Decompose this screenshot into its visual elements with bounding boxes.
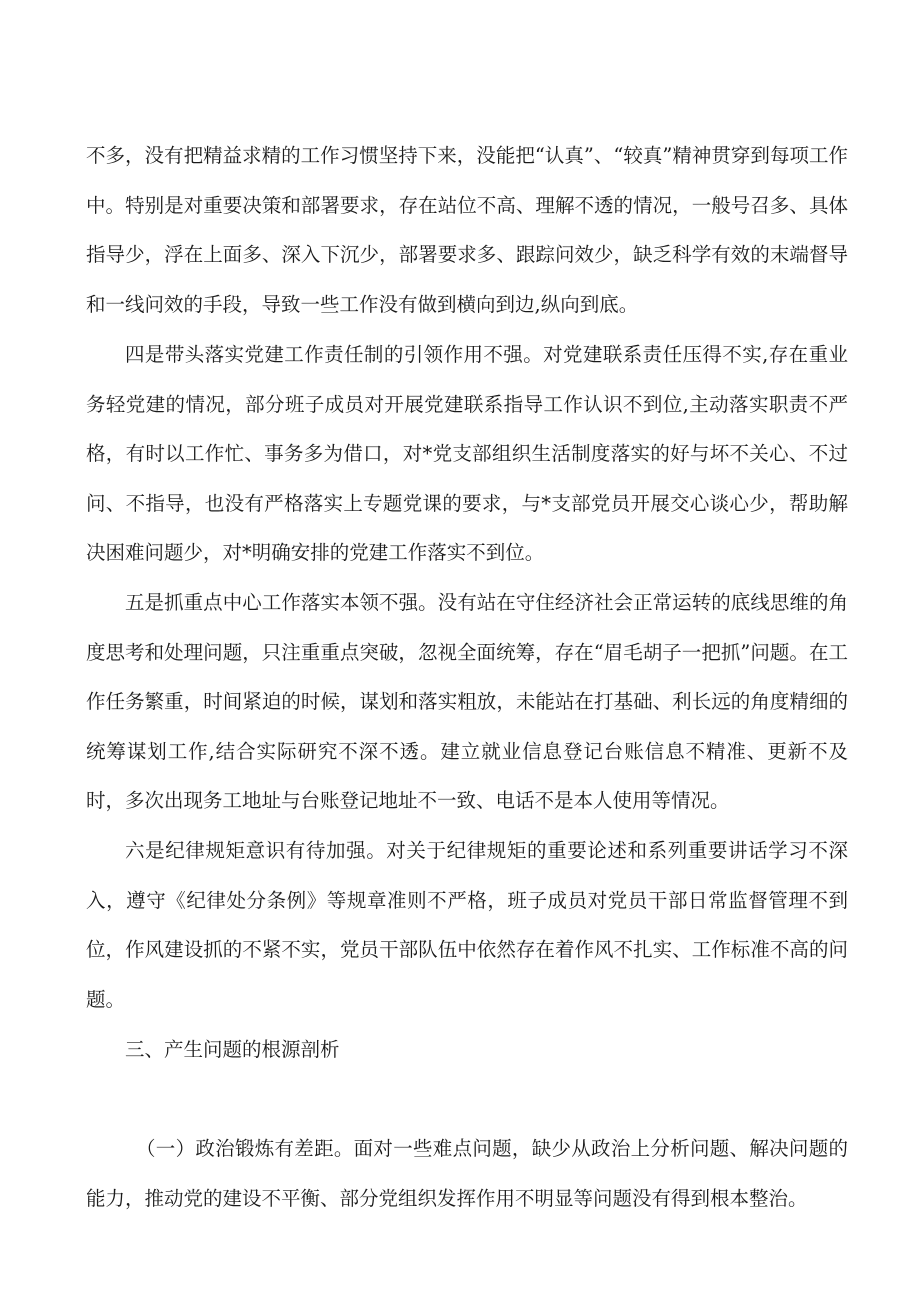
sub-paragraph-political-training: （一）政治锻炼有差距。面对一些难点问题，缺少从政治上分析问题、解决问题的能力，推动党的建设不平衡、部分党组织发挥作用不明显等问题没有得到根本整治。 <box>86 1137 848 1210</box>
section-heading: 三、产生问题的根源剖析 <box>125 1038 340 1061</box>
paragraph-continuation: 不多，没有把精益求精的工作习惯坚持下来，没能把“认真”、“较真”精神贯穿到每项工作中。特别是对重要决策和部署要求，存在站位不高、理解不透的情况，一般号召多、具体指导少，浮在上面多、深入下沉少，部署要求多、跟踪问效少，缺乏科学有效的末端督导和一线问效的手段，导致一些工作没有做到横向到边,纵向到底。 <box>86 144 848 316</box>
paragraph-point-six: 六是纪律规矩意识有待加强。对关于纪律规矩的重要论述和系列重要讲话学习不深入，遵守《纪律处分条例》等规章准则不严格，班子成员对党员干部日常监督管理不到位，作风建设抓的不紧不实，党员干部队伍中依然存在着作风不扎实、工作标准不高的问题。 <box>86 839 848 1011</box>
paragraph-point-five: 五是抓重点中心工作落实本领不强。没有站在守住经济社会正常运转的底线思维的角度思考和处理问题，只注重重点突破，忽视全面统筹，存在“眉毛胡子一把抓”问题。在工作任务繁重，时间紧迫的时候，谋划和落实粗放，未能站在打基础、利长远的角度精细的统筹谋划工作,结合实际研究不深不透。建立就业信息登记台账信息不精准、更新不及时，多次出现务工地址与台账登记地址不一致、电话不是本人使用等情况。 <box>86 591 848 812</box>
paragraph-point-four: 四是带头落实党建工作责任制的引领作用不强。对党建联系责任压得不实,存在重业务轻党建的情况，部分班子成员对开展党建联系指导工作认识不到位,主动落实职责不严格，有时以工作忙、事务多为借口，对*党支部组织生活制度落实的好与坏不关心、不过问、不指导，也没有严格落实上专题党课的要求，与*支部党员开展交心谈心少，帮助解决困难问题少，对*明确安排的党建工作落实不到位。 <box>86 343 848 564</box>
